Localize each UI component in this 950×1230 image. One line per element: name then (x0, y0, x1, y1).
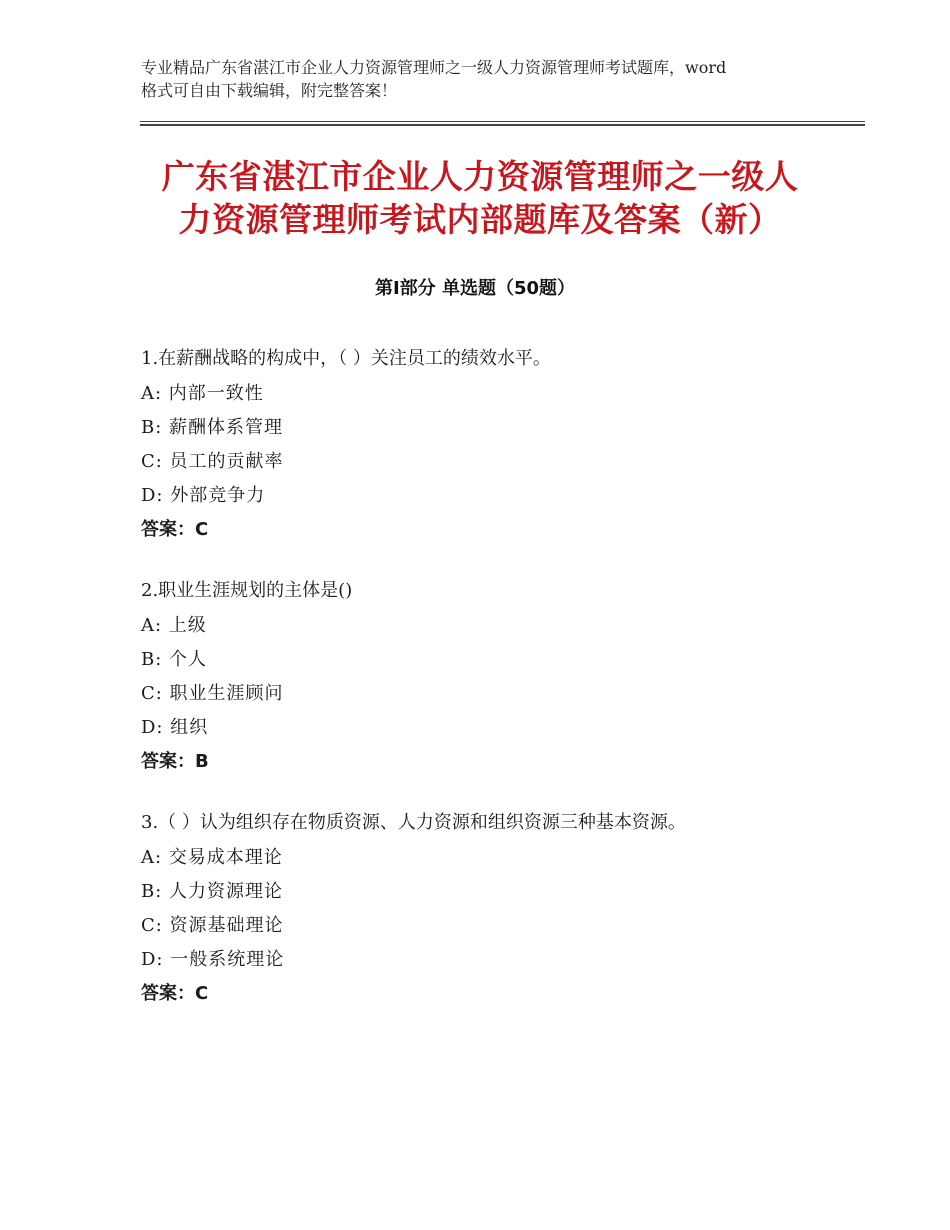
document-title-line2: 力资源管理师考试内部题库及答案（新） (178, 200, 782, 239)
option-c: C: 员工的贡献率 (141, 451, 284, 472)
document-title (130, 155, 830, 241)
header-note-line1: 专业精品广东省湛江市企业人力资源管理师之一级人力资源管理师考试题库，word (141, 58, 727, 77)
header-note (141, 56, 841, 102)
option-b: B: 薪酬体系管理 (141, 417, 284, 438)
question-3 (141, 807, 791, 1011)
header-note-line2: 格式可自由下载编辑，附完整答案！ (141, 81, 398, 100)
question-stem: 2.职业生涯规划的主体是() (141, 580, 353, 601)
question-2 (141, 575, 791, 779)
option-d: D: 外部竞争力 (141, 485, 266, 506)
question-1 (141, 343, 791, 547)
question-stem: 1.在薪酬战略的构成中，（ ）关注员工的绩效水平。 (141, 348, 551, 369)
option-b: B: 人力资源理论 (141, 881, 284, 902)
option-a: A: 内部一致性 (141, 383, 264, 404)
question-list (141, 343, 791, 1039)
answer: 答案：C (141, 519, 209, 540)
option-d: D: 一般系统理论 (141, 949, 285, 970)
document-title-line1: 广东省湛江市企业人力资源管理师之一级人 (161, 157, 799, 196)
question-stem: 3.（ ）认为组织存在物质资源、人力资源和组织资源三种基本资源。 (141, 812, 686, 833)
answer: 答案：B (141, 751, 209, 772)
option-d: D: 组织 (141, 717, 209, 738)
option-b: B: 个人 (141, 649, 208, 670)
header-rule-bottom (140, 124, 865, 126)
option-a: A: 交易成本理论 (141, 847, 283, 868)
section-title: 第Ⅰ部分 单选题（50题） (374, 278, 575, 299)
option-a: A: 上级 (141, 615, 207, 636)
option-c: C: 资源基础理论 (141, 915, 284, 936)
header-rule-top (140, 121, 865, 122)
option-c: C: 职业生涯顾问 (141, 683, 284, 704)
answer: 答案：C (141, 983, 209, 1004)
